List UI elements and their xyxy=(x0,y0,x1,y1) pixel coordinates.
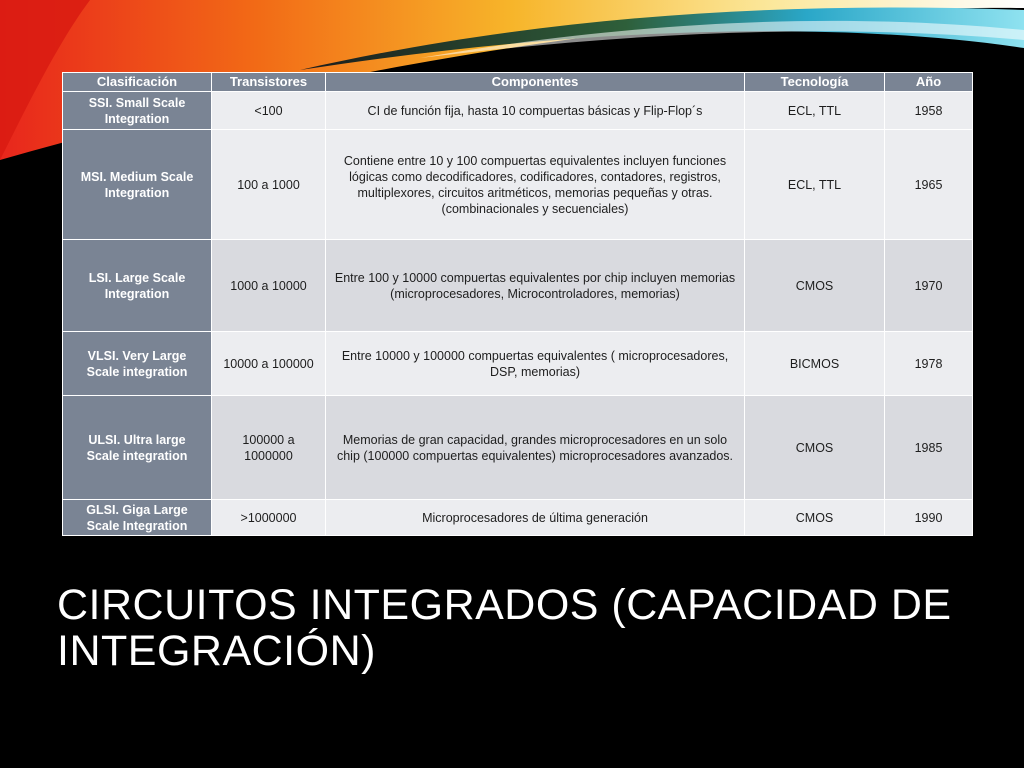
cell-tecnologia: BICMOS xyxy=(745,332,885,396)
cell-componentes: Entre 100 y 10000 compuertas equivalentes por chip incluyen memorias (microprocesadores, Microcontroladores, memorias) xyxy=(326,240,745,332)
cell-clasificacion: SSI. Small Scale Integration xyxy=(63,92,212,130)
cell-clasificacion: ULSI. Ultra large Scale integration xyxy=(63,396,212,500)
cell-componentes: Contiene entre 10 y 100 compuertas equivalentes incluyen funciones lógicas como decodificadores, codificadores, contadores, registros, multiplexores, circuitos aritméticos, memorias pequeñas y otras.(combinacionales y secuenciales) xyxy=(326,130,745,240)
column-header-clasificacion: Clasificación xyxy=(63,73,212,92)
column-header-tecnologia: Tecnología xyxy=(745,73,885,92)
cell-transistores: 100000 a 1000000 xyxy=(212,396,326,500)
cell-clasificacion: VLSI. Very Large Scale integration xyxy=(63,332,212,396)
cell-transistores: 1000 a 10000 xyxy=(212,240,326,332)
column-header-transistores: Transistores xyxy=(212,73,326,92)
cell-ano: 1990 xyxy=(885,500,973,536)
cell-transistores: <100 xyxy=(212,92,326,130)
cell-clasificacion: GLSI. Giga Large Scale Integration xyxy=(63,500,212,536)
cell-componentes: Entre 10000 y 100000 compuertas equivalentes ( microprocesadores, DSP, memorias) xyxy=(326,332,745,396)
cell-transistores: 100 a 1000 xyxy=(212,130,326,240)
table-row xyxy=(63,130,973,240)
table-row xyxy=(63,92,973,130)
cell-clasificacion: LSI. Large Scale Integration xyxy=(63,240,212,332)
cell-ano: 1985 xyxy=(885,396,973,500)
cell-componentes: Microprocesadores de última generación xyxy=(326,500,745,536)
cell-ano: 1978 xyxy=(885,332,973,396)
table-row xyxy=(63,240,973,332)
table-row xyxy=(63,500,973,536)
cell-tecnologia: CMOS xyxy=(745,500,885,536)
integration-scale-table xyxy=(62,72,973,536)
cell-componentes: Memorias de gran capacidad, grandes microprocesadores en un solo chip (100000 compuertas equivalentes) microprocesadores avanzados. xyxy=(326,396,745,500)
table-header-row xyxy=(63,73,973,92)
cell-ano: 1965 xyxy=(885,130,973,240)
slide-title: CIRCUITOS INTEGRADOS (CAPACIDAD DE INTEGRACIÓN) xyxy=(57,581,952,675)
cell-transistores: >1000000 xyxy=(212,500,326,536)
column-header-componentes: Componentes xyxy=(326,73,745,92)
cell-ano: 1958 xyxy=(885,92,973,130)
table-row xyxy=(63,332,973,396)
cell-tecnologia: ECL, TTL xyxy=(745,92,885,130)
cell-tecnologia: CMOS xyxy=(745,240,885,332)
cell-ano: 1970 xyxy=(885,240,973,332)
classification-table-container xyxy=(62,72,972,536)
table-row xyxy=(63,396,973,500)
cell-transistores: 10000 a 100000 xyxy=(212,332,326,396)
cell-componentes: CI de función fija, hasta 10 compuertas básicas y Flip-Flop´s xyxy=(326,92,745,130)
cell-clasificacion: MSI. Medium Scale Integration xyxy=(63,130,212,240)
column-header-ano: Año xyxy=(885,73,973,92)
cell-tecnologia: CMOS xyxy=(745,396,885,500)
cell-tecnologia: ECL, TTL xyxy=(745,130,885,240)
